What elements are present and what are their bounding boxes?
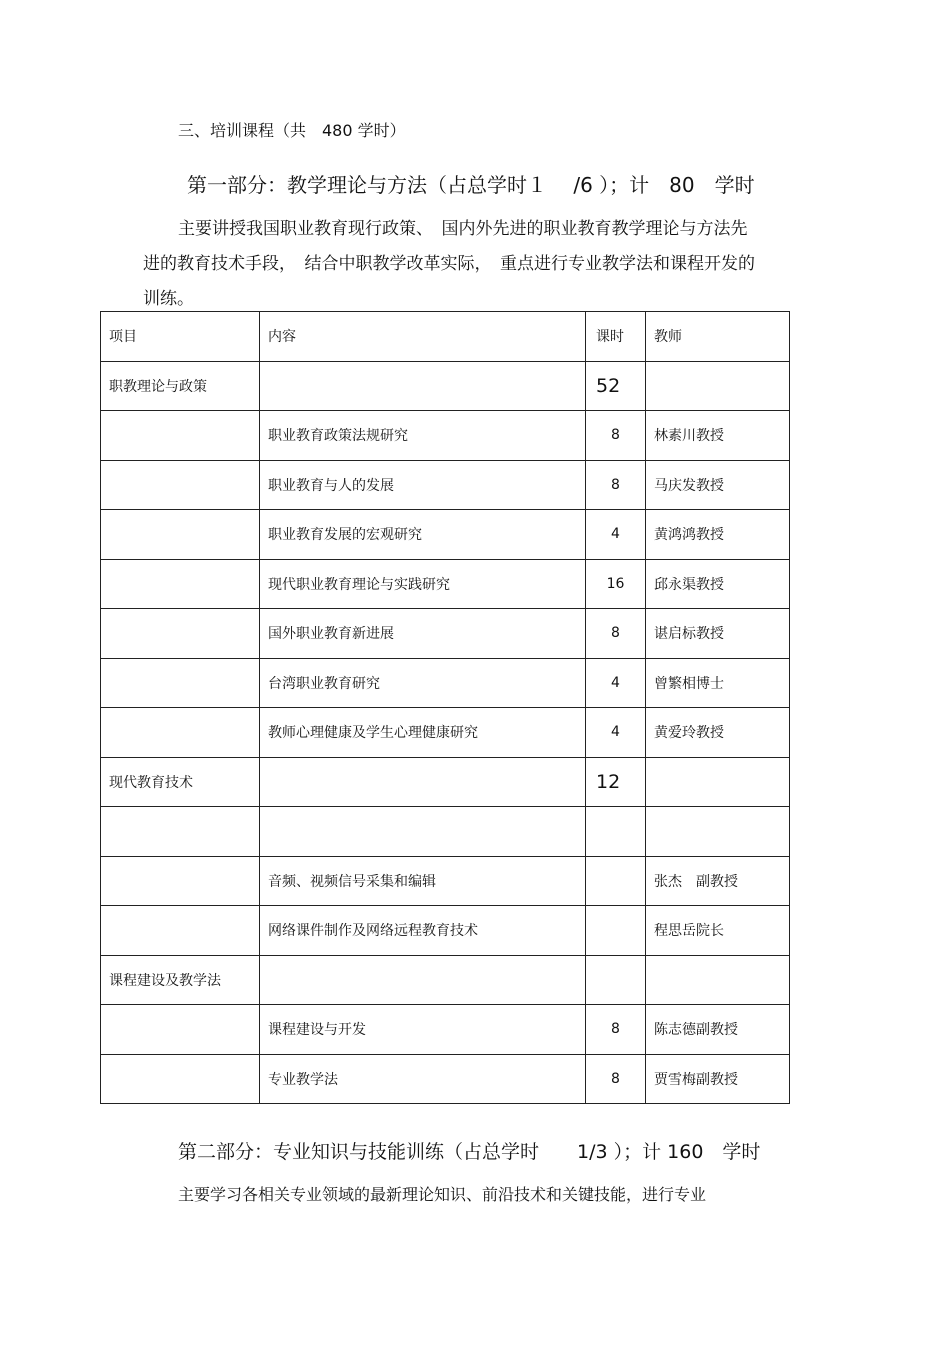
cell-teacher: 马庆发教授 <box>646 460 790 510</box>
cell-teacher: 曾繁相博士 <box>646 658 790 708</box>
cell-hours: 4 <box>586 658 646 708</box>
table-row <box>101 1054 790 1104</box>
cell-item <box>101 708 260 758</box>
table-row <box>101 708 790 758</box>
table-row <box>101 609 790 659</box>
part2-heading: 第二部分：专业知识与技能训练（占总学时 1/3 ）；计 160 学时 <box>178 1141 761 1163</box>
table-row <box>101 559 790 609</box>
course-table <box>100 311 790 1104</box>
table-row <box>101 856 790 906</box>
table-row <box>101 411 790 461</box>
table-row <box>101 460 790 510</box>
cell-content: 职业教育与人的发展 <box>260 460 586 510</box>
cell-hours: 4 <box>586 510 646 560</box>
cell-hours: 8 <box>586 411 646 461</box>
cell-teacher: 黄爱玲教授 <box>646 708 790 758</box>
cell-teacher <box>646 955 790 1005</box>
cell-content <box>260 807 586 857</box>
cell-hours: 12 <box>586 757 646 807</box>
cell-content: 音频、视频信号采集和编辑 <box>260 856 586 906</box>
cell-teacher <box>646 361 790 411</box>
table-row <box>101 757 790 807</box>
cell-content <box>260 955 586 1005</box>
cell-hours: 16 <box>586 559 646 609</box>
cell-content: 国外职业教育新进展 <box>260 609 586 659</box>
cell-content: 职业教育发展的宏观研究 <box>260 510 586 560</box>
part2-paragraph-line: 主要学习各相关专业领域的最新理论知识、前沿技术和关键技能，进行专业 <box>178 1185 707 1204</box>
cell-item <box>101 1005 260 1055</box>
cell-hours: 8 <box>586 609 646 659</box>
cell-item <box>101 460 260 510</box>
cell-teacher: 谌启标教授 <box>646 609 790 659</box>
cell-content: 网络课件制作及网络远程教育技术 <box>260 906 586 956</box>
cell-teacher <box>646 807 790 857</box>
cell-hours <box>586 955 646 1005</box>
cell-hours <box>586 906 646 956</box>
cell-content: 教师心理健康及学生心理健康研究 <box>260 708 586 758</box>
cell-teacher <box>646 757 790 807</box>
cell-teacher: 林素川教授 <box>646 411 790 461</box>
cell-hours: 8 <box>586 1005 646 1055</box>
cell-hours <box>586 807 646 857</box>
table-row <box>101 955 790 1005</box>
cell-item <box>101 411 260 461</box>
cell-teacher: 贾雪梅副教授 <box>646 1054 790 1104</box>
cell-item <box>101 510 260 560</box>
header-teacher: 教师 <box>646 312 790 362</box>
table-row <box>101 1005 790 1055</box>
cell-teacher: 黄鸿鸿教授 <box>646 510 790 560</box>
section-heading: 三、培训课程（共 480 学时） <box>178 121 406 140</box>
table-header-row <box>101 312 790 362</box>
table-row <box>101 658 790 708</box>
part1-paragraph-line: 主要讲授我国职业教育现行政策、 国内外先进的职业教育教学理论与方法先 <box>178 219 748 239</box>
cell-item <box>101 1054 260 1104</box>
cell-item <box>101 856 260 906</box>
header-hours: 课时 <box>586 312 646 362</box>
cell-item <box>101 559 260 609</box>
cell-content: 课程建设与开发 <box>260 1005 586 1055</box>
cell-hours: 8 <box>586 1054 646 1104</box>
cell-content: 专业教学法 <box>260 1054 586 1104</box>
cell-hours: 52 <box>586 361 646 411</box>
cell-teacher: 程思岳院长 <box>646 906 790 956</box>
cell-hours: 4 <box>586 708 646 758</box>
cell-content <box>260 361 586 411</box>
cell-item <box>101 658 260 708</box>
cell-teacher: 邱永渠教授 <box>646 559 790 609</box>
cell-hours <box>586 856 646 906</box>
part1-heading: 第一部分：教学理论与方法（占总学时１ /6 ）；计 80 学时 <box>187 173 755 197</box>
cell-item: 职教理论与政策 <box>101 361 260 411</box>
table-row <box>101 361 790 411</box>
cell-item <box>101 807 260 857</box>
cell-teacher: 张杰 副教授 <box>646 856 790 906</box>
table-row <box>101 510 790 560</box>
cell-content: 职业教育政策法规研究 <box>260 411 586 461</box>
part1-paragraph-line: 训练。 <box>143 289 194 309</box>
table-row <box>101 906 790 956</box>
table-row <box>101 807 790 857</box>
cell-item: 现代教育技术 <box>101 757 260 807</box>
cell-teacher: 陈志德副教授 <box>646 1005 790 1055</box>
cell-item <box>101 906 260 956</box>
cell-hours: 8 <box>586 460 646 510</box>
part1-paragraph-line: 进的教育技术手段， 结合中职教学改革实际， 重点进行专业教学法和课程开发的 <box>143 254 755 274</box>
cell-content <box>260 757 586 807</box>
header-content: 内容 <box>260 312 586 362</box>
cell-content: 现代职业教育理论与实践研究 <box>260 559 586 609</box>
cell-item <box>101 609 260 659</box>
header-item: 项目 <box>101 312 260 362</box>
cell-content: 台湾职业教育研究 <box>260 658 586 708</box>
cell-item: 课程建设及教学法 <box>101 955 260 1005</box>
